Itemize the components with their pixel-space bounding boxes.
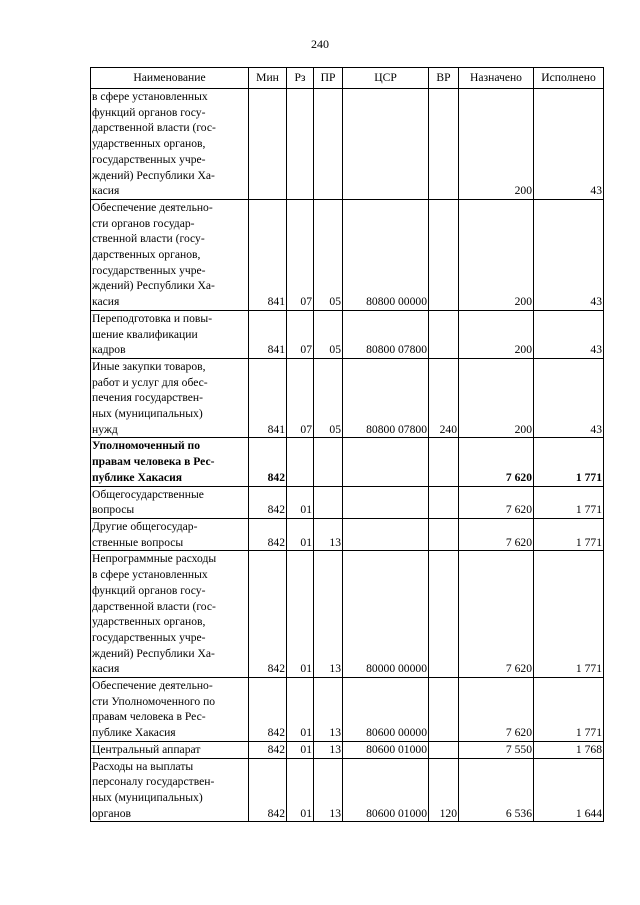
cell-executed: 1 771 xyxy=(534,551,604,678)
cell-assigned: 7 550 xyxy=(459,741,534,758)
header-assigned: Назначено xyxy=(459,68,534,89)
cell-pr: 05 xyxy=(314,358,343,438)
cell-assigned: 200 xyxy=(459,89,534,200)
cell-min: 842 xyxy=(249,518,287,550)
table-row xyxy=(91,518,604,550)
cell-rz: 01 xyxy=(287,518,314,550)
cell-assigned: 7 620 xyxy=(459,551,534,678)
cell-executed: 43 xyxy=(534,89,604,200)
cell-vr xyxy=(429,678,459,742)
cell-csr: 80000 00000 xyxy=(343,551,429,678)
cell-name: Уполномоченный по правам человека в Рес- публике Хакасия xyxy=(91,438,249,486)
cell-name: Переподготовка и повы- шение квалификации кадров xyxy=(91,310,249,358)
cell-assigned: 7 620 xyxy=(459,518,534,550)
cell-vr xyxy=(429,310,459,358)
cell-min: 841 xyxy=(249,199,287,310)
cell-rz: 07 xyxy=(287,310,314,358)
cell-csr: 80600 01000 xyxy=(343,758,429,822)
cell-assigned: 6 536 xyxy=(459,758,534,822)
cell-min xyxy=(249,89,287,200)
cell-min: 842 xyxy=(249,758,287,822)
table-header-row xyxy=(91,68,604,89)
cell-name: Общегосударственные вопросы xyxy=(91,486,249,518)
table-row xyxy=(91,310,604,358)
cell-rz: 01 xyxy=(287,551,314,678)
header-executed: Исполнено xyxy=(534,68,604,89)
cell-rz xyxy=(287,89,314,200)
cell-executed: 1 771 xyxy=(534,438,604,486)
cell-pr: 13 xyxy=(314,551,343,678)
cell-name: Расходы на выплаты персоналу государствен- ных (муниципальных) органов xyxy=(91,758,249,822)
cell-executed: 43 xyxy=(534,358,604,438)
cell-csr xyxy=(343,518,429,550)
cell-min: 842 xyxy=(249,438,287,486)
cell-min: 842 xyxy=(249,486,287,518)
cell-csr: 80600 00000 xyxy=(343,678,429,742)
cell-rz: 01 xyxy=(287,678,314,742)
cell-pr: 13 xyxy=(314,758,343,822)
cell-pr xyxy=(314,89,343,200)
table-row xyxy=(91,358,604,438)
cell-executed: 43 xyxy=(534,199,604,310)
cell-pr xyxy=(314,486,343,518)
cell-csr xyxy=(343,89,429,200)
cell-assigned: 200 xyxy=(459,358,534,438)
cell-csr: 80800 07800 xyxy=(343,358,429,438)
cell-executed: 1 771 xyxy=(534,678,604,742)
cell-vr xyxy=(429,518,459,550)
table-row xyxy=(91,89,604,200)
cell-vr xyxy=(429,89,459,200)
cell-pr: 05 xyxy=(314,310,343,358)
cell-min: 842 xyxy=(249,678,287,742)
cell-assigned: 7 620 xyxy=(459,678,534,742)
cell-rz: 07 xyxy=(287,199,314,310)
cell-csr: 80800 00000 xyxy=(343,199,429,310)
cell-executed: 43 xyxy=(534,310,604,358)
cell-name: Непрограммные расходы в сфере установленных функций органов госу- дарственной власти (гос- ударственных органов, государственных учре- ждений) Республики Ха- касия xyxy=(91,551,249,678)
table-row xyxy=(91,199,604,310)
cell-executed: 1 768 xyxy=(534,741,604,758)
cell-rz: 01 xyxy=(287,758,314,822)
cell-min: 842 xyxy=(249,741,287,758)
cell-pr: 13 xyxy=(314,518,343,550)
cell-csr: 80600 01000 xyxy=(343,741,429,758)
table-row xyxy=(91,438,604,486)
table-body xyxy=(91,89,604,822)
cell-vr: 120 xyxy=(429,758,459,822)
table-row xyxy=(91,678,604,742)
cell-rz xyxy=(287,438,314,486)
cell-pr: 13 xyxy=(314,678,343,742)
cell-name: Обеспечение деятельно- сти органов государ- ственной власти (госу- дарственных органов, государственных учре- ждений) Республики Ха- касия xyxy=(91,199,249,310)
header-min: Мин xyxy=(249,68,287,89)
cell-vr xyxy=(429,438,459,486)
cell-vr xyxy=(429,551,459,678)
cell-rz: 07 xyxy=(287,358,314,438)
cell-pr: 05 xyxy=(314,199,343,310)
header-pr: ПР xyxy=(314,68,343,89)
cell-name: Другие общегосудар- ственные вопросы xyxy=(91,518,249,550)
cell-vr xyxy=(429,199,459,310)
cell-csr xyxy=(343,438,429,486)
cell-vr xyxy=(429,486,459,518)
cell-executed: 1 771 xyxy=(534,486,604,518)
header-csr: ЦСР xyxy=(343,68,429,89)
cell-executed: 1 771 xyxy=(534,518,604,550)
cell-csr xyxy=(343,486,429,518)
cell-assigned: 200 xyxy=(459,310,534,358)
page-number: 240 xyxy=(311,37,329,51)
cell-min: 841 xyxy=(249,358,287,438)
cell-assigned: 200 xyxy=(459,199,534,310)
table-row xyxy=(91,741,604,758)
cell-assigned: 7 620 xyxy=(459,438,534,486)
cell-name: в сфере установленных функций органов госу- дарственной власти (гос- ударственных органов, государственных учре- ждений) Республики Ха- касия xyxy=(91,89,249,200)
cell-csr: 80800 07800 xyxy=(343,310,429,358)
cell-assigned: 7 620 xyxy=(459,486,534,518)
cell-name: Иные закупки товаров, работ и услуг для обес- печения государствен- ных (муниципальных) нужд xyxy=(91,358,249,438)
header-name: Наименование xyxy=(91,68,249,89)
table-row xyxy=(91,486,604,518)
cell-min: 841 xyxy=(249,310,287,358)
cell-pr xyxy=(314,438,343,486)
cell-name: Обеспечение деятельно- сти Уполномоченного по правам человека в Рес- публике Хакасия xyxy=(91,678,249,742)
cell-vr: 240 xyxy=(429,358,459,438)
cell-rz: 01 xyxy=(287,486,314,518)
cell-min: 842 xyxy=(249,551,287,678)
cell-pr: 13 xyxy=(314,741,343,758)
table-row xyxy=(91,758,604,822)
cell-vr xyxy=(429,741,459,758)
header-vr: ВР xyxy=(429,68,459,89)
header-rz: Рз xyxy=(287,68,314,89)
cell-rz: 01 xyxy=(287,741,314,758)
cell-name: Центральный аппарат xyxy=(91,741,249,758)
budget-table xyxy=(90,67,604,822)
cell-executed: 1 644 xyxy=(534,758,604,822)
table-row xyxy=(91,551,604,678)
